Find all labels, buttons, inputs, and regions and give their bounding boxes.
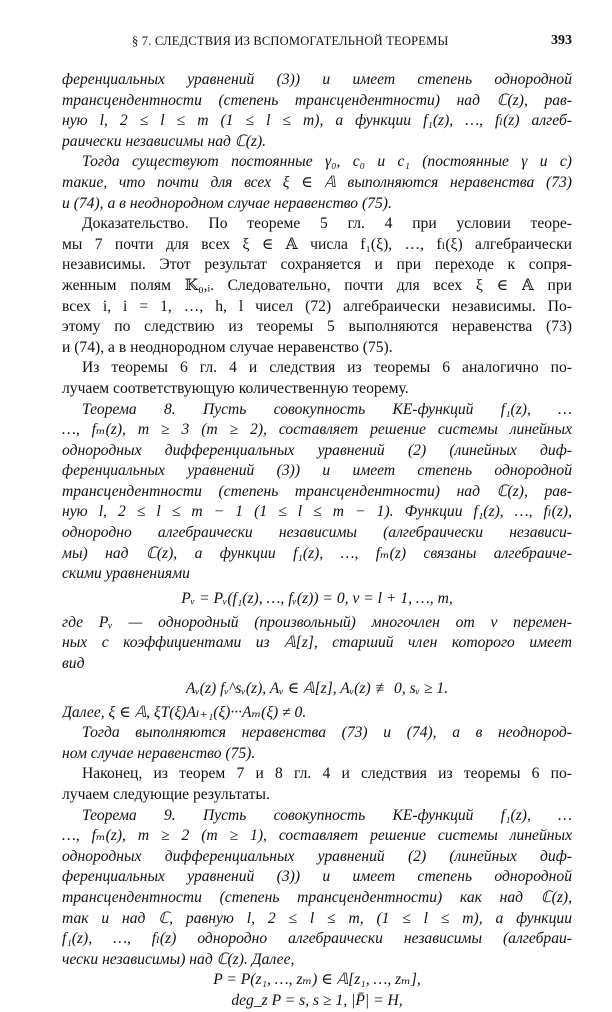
- text-line: независимы. Этот результат сохраняется и при переходе к сопря-: [62, 256, 572, 274]
- text-line: ных с коэффициентами из 𝔸[z], старший член которого имеет: [62, 634, 572, 652]
- text-line: этому по следствию из теоремы 5 выполняются неравенства (73): [62, 318, 572, 336]
- text-line: Из теоремы 6 гл. 4 и следствия из теоремы 6 аналогично по-: [82, 359, 572, 377]
- text-line: ференциальных уравнений (3)) и имеет степень однородной: [62, 868, 572, 886]
- text-line: мы 7 почти для всех ξ ∈ 𝔸 числа f₁(ξ), …, fₗ(ξ) алгебраически: [62, 235, 572, 253]
- text-line: однородных дифференциальных уравнений (2) (линейных диф-: [62, 847, 572, 865]
- text-line: где Pᵥ — однородный (произвольный) многочлен от ν перемен-: [62, 613, 572, 631]
- text-line: однородных дифференциальных уравнений (2) (линейных диф-: [62, 441, 572, 459]
- text-line: женным полям 𝕂₀,ᵢ. Следовательно, почти для всех ξ ∈ 𝔸 при: [62, 276, 572, 294]
- theorem-9-heading-line: Теорема 9. Пусть совокупность KE-функций f₁(z), …: [82, 806, 572, 824]
- text-line: Тогда выполняются неравенства (73) и (74), а в неоднород-: [82, 724, 572, 742]
- text-line: такие, что почти для всех ξ ∈ 𝔸 выполняются неравенства (73): [62, 173, 572, 191]
- text-line: …, fₘ(z), m ≥ 2 (m ≥ 1), составляет решение системы линейных: [62, 827, 572, 845]
- proof-heading-line: Доказательство. По теореме 5 гл. 4 при условии теоре-: [82, 215, 572, 233]
- text-line: ференциальных уравнений (3)) и имеет степень однородной: [62, 71, 572, 88]
- text-line: всех i, i = 1, …, h, l чисел (72) алгебраически независимы. По-: [62, 297, 572, 315]
- text-line: f₁(z), …, fₗ(z) однородно алгебраически независимы (алгебраи-: [62, 930, 572, 948]
- text-line: ном случае неравенство (75).: [62, 744, 256, 762]
- text-line: и (74), а в неоднородном случае неравенство (75).: [62, 338, 393, 356]
- text-line: чески независимы) над ℂ(z). Далее,: [62, 950, 295, 968]
- text-line: раически независимы над ℂ(z).: [62, 132, 267, 150]
- text-line: лучаем следующие результаты.: [62, 786, 270, 803]
- text-line: лучаем соответствующую количественную теорему.: [62, 379, 409, 397]
- text-line: и (74), а в неоднородном случае неравенство (75).: [62, 194, 392, 212]
- text-line: Далее, ξ ∈ 𝔸, ξT(ξ)Aₗ₊₁(ξ)···Aₘ(ξ) ≠ 0.: [62, 703, 307, 721]
- formula-line: Aᵥ(z) fᵥ^sᵥ(z), Aᵥ ∈ 𝔸[z], Aᵥ(z) ≢ 0, sᵥ ≥ 1.: [185, 679, 449, 697]
- running-title: § 7. СЛЕДСТВИЯ ИЗ ВСПОМОГАТЕЛЬНОЙ ТЕОРЕМЫ: [132, 34, 449, 48]
- text-line: ную l, 2 ≤ l ≤ m − 1 (1 ≤ l ≤ m − 1). Функции f₁(z), …, fₗ(z),: [62, 503, 572, 521]
- text-line: трансцендентности (степень трансцендентности) над ℂ(z), рав-: [62, 482, 572, 500]
- text-line: так и над ℂ, равную l, 2 ≤ l ≤ m, (1 ≤ l ≤ m), а функции: [62, 909, 572, 927]
- page-number: 393: [551, 33, 572, 48]
- theorem-8-heading-line: Теорема 8. Пусть совокупность KE-функций f₁(z), …: [82, 400, 572, 418]
- text-line: …, fₘ(z), m ≥ 3 (m ≥ 2), составляет решение системы линейных: [62, 421, 572, 439]
- text-line: однородно алгебраически независимы (алгебраически независи-: [62, 524, 572, 542]
- text-line: ную l, 2 ≤ l ≤ m (1 ≤ l ≤ m), а функции f₁(z), …, fₗ(z) алгеб-: [62, 112, 572, 130]
- running-header: [62, 34, 572, 52]
- formula-line: Pᵥ = Pᵥ(f₁(z), …, fᵥ(z)) = 0, ν = l + 1, …, m,: [181, 589, 453, 607]
- text-line: трансцендентности (степень трансцендентности) как над ℂ(z),: [62, 888, 572, 906]
- text-line: вид: [62, 655, 85, 673]
- text-line: ференциальных уравнений (3)) и имеет степень однородной: [62, 462, 572, 480]
- formula-line: deg_z P = s, s ≥ 1, |P̄| = H,: [231, 991, 403, 1009]
- formula-line: P = P(z₁, …, zₘ) ∈ 𝔸[z₁, …, zₘ],: [213, 971, 421, 989]
- text-line: мы) над ℂ(z), а функции f₁(z), …, fₘ(z) связаны алгебраиче-: [62, 544, 572, 562]
- text-line: скими уравнениями: [62, 565, 190, 583]
- page-body: [62, 70, 572, 1012]
- text-line: Тогда существуют постоянные γ₀, c₀ и c₁ (постоянные γ и c): [82, 153, 572, 171]
- text-line: Наконец, из теорем 7 и 8 гл. 4 и следствия из теоремы 6 по-: [82, 765, 572, 783]
- text-line: трансцендентности (степень трансцендентности) над ℂ(z), рав-: [62, 91, 572, 109]
